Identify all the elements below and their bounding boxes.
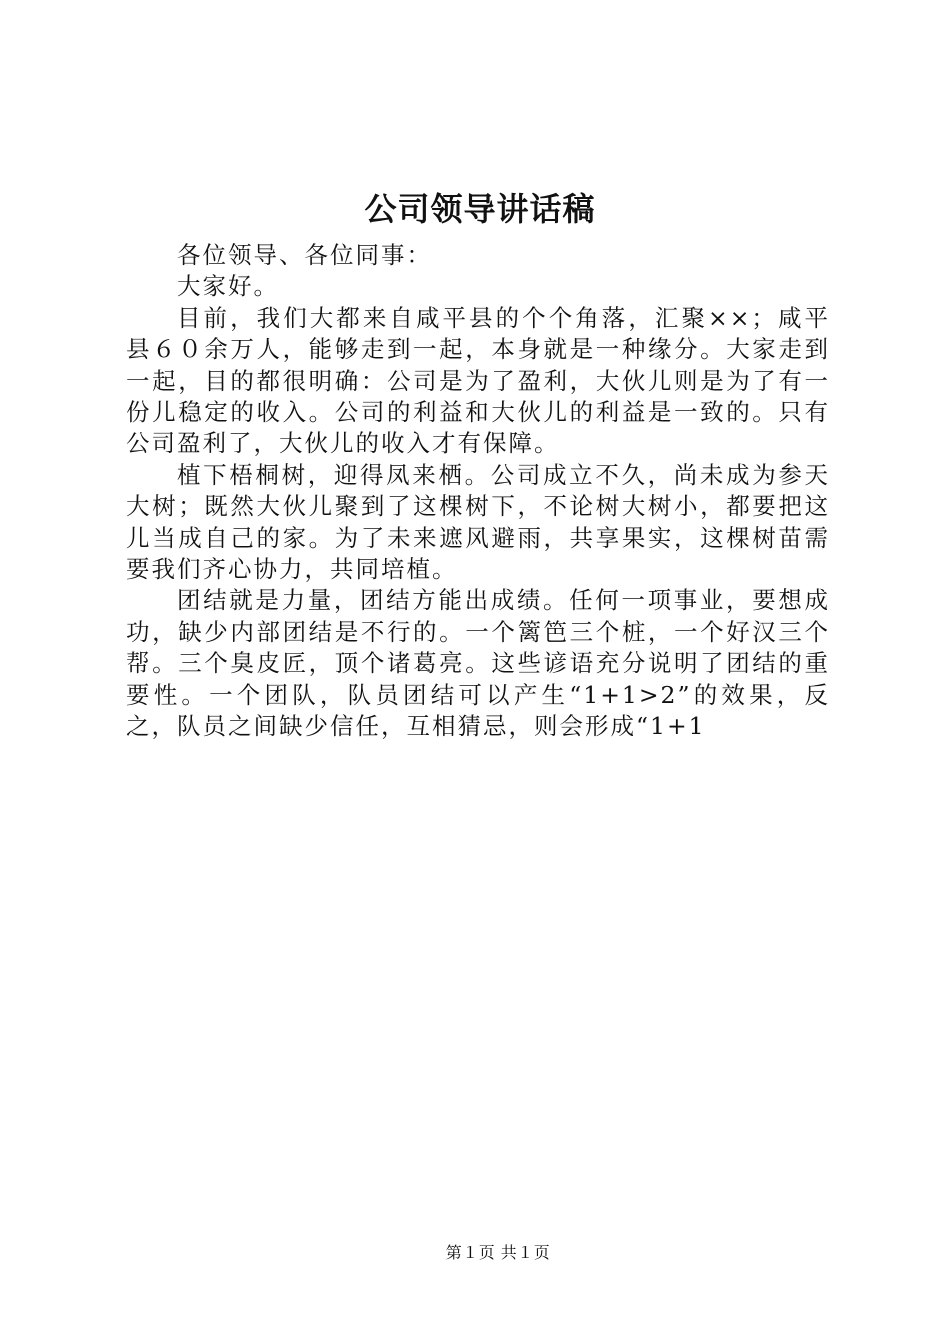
paragraph-2: 植下梧桐树，迎得凤来栖。公司成立不久，尚未成为参天大树；既然大伙儿聚到了这棵树下，不论树大树小，都要把这儿当成自己的家。为了未来遮风避雨，共享果实，这棵树苗需要我们齐心协力，共同培植。 (126, 460, 830, 584)
paragraph-1: 目前，我们大都来自咸平县的个个角落，汇聚××；咸平县６０余万人，能够走到一起，本身就是一种缘分。大家走到一起，目的都很明确：公司是为了盈利，大伙儿则是为了有一份儿稳定的收入。公司的利益和大伙儿的利益是一致的。只有公司盈利了，大伙儿的收入才有保障。 (126, 303, 830, 458)
document-body (126, 240, 830, 743)
document-title: 公司领导讲话稿 (364, 190, 596, 228)
paragraph-3: 团结就是力量，团结方能出成绩。任何一项事业，要想成功，缺少内部团结是不行的。一个篱笆三个桩，一个好汉三个帮。三个臭皮匠，顶个诸葛亮。这些谚语充分说明了团结的重要性。一个团队，队员团结可以产生“1+1>2”的效果，反之，队员之间缺少信任，互相猜忌，则会形成“1+1 (126, 586, 830, 741)
paragraph-salutation: 各位领导、各位同事： (177, 241, 432, 269)
page-number-footer: 第１页 共１页 (445, 1243, 551, 1262)
paragraph-greeting: 大家好。 (177, 272, 279, 301)
